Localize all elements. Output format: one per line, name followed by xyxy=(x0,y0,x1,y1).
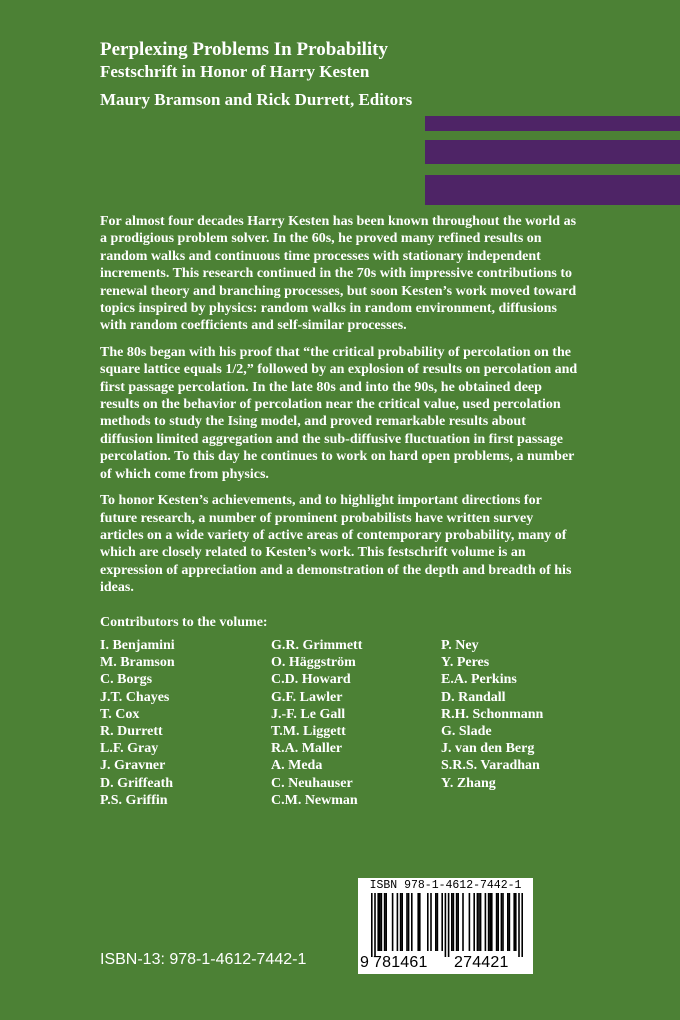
barcode-bar xyxy=(509,893,511,951)
barcode-bar xyxy=(417,893,419,951)
book-subtitle: Festschrift in Honor of Harry Kesten xyxy=(100,62,370,81)
barcode-bar xyxy=(400,893,402,951)
contributor-name: M. Bramson xyxy=(100,655,175,671)
contributors-column-3 xyxy=(441,637,543,792)
barcode-bar xyxy=(478,893,480,951)
barcode-bar xyxy=(501,893,503,951)
barcode xyxy=(358,878,533,974)
barcode-bar xyxy=(521,893,523,957)
book-editors: Maury Bramson and Rick Durrett, Editors xyxy=(100,90,413,109)
contributor-name: C.D. Howard xyxy=(271,672,351,688)
contributor-name: D. Griffeath xyxy=(100,775,174,791)
barcode-bar xyxy=(513,893,515,951)
isbn-13-label: ISBN-13: 978-1-4612-7442-1 xyxy=(100,951,307,968)
contributor-name: J.-F. Le Gall xyxy=(271,706,346,722)
contributor-name: P.S. Griffin xyxy=(100,792,168,808)
barcode-bar xyxy=(430,893,432,951)
barcode-bar xyxy=(384,893,386,951)
contributor-name: J.T. Chayes xyxy=(100,689,170,705)
description-paragraph-3: To honor Kesten’s achievements, and to highlight important directions for future research, a number of prominent probabilists have written survey articles on a wide variety of active areas of contemporary probability, many of which are closely related to Kesten’s work. This festschrift volume is an expression of appreciation and a demonstration of the depth and breadth of his ideas. xyxy=(100,493,572,596)
barcode-bar xyxy=(507,893,509,951)
decorative-stripe-3 xyxy=(425,175,680,205)
barcode-right-group: 274421 xyxy=(454,954,509,971)
contributor-name: Y. Peres xyxy=(441,655,490,671)
barcode-bar xyxy=(496,893,498,951)
barcode-bar xyxy=(451,893,453,951)
barcode-bar xyxy=(462,893,464,951)
barcode-bar xyxy=(419,893,421,951)
barcode-bar xyxy=(381,893,383,951)
barcode-bar xyxy=(488,893,490,951)
contributor-name: R.H. Schonmann xyxy=(441,706,544,722)
barcode-bar xyxy=(473,893,475,951)
description xyxy=(100,213,580,606)
contributor-name: C.M. Newman xyxy=(271,792,358,808)
decorative-stripe-1 xyxy=(425,116,680,131)
contributor-name: J. Gravner xyxy=(100,758,166,774)
barcode-bar xyxy=(469,893,471,951)
contributor-name: J. van den Berg xyxy=(441,741,535,757)
barcode-bar xyxy=(379,893,381,951)
barcode-bar xyxy=(456,893,458,951)
contributor-name: I. Benjamini xyxy=(100,638,175,653)
contributor-name: S.R.S. Varadhan xyxy=(441,758,540,774)
barcode-bar xyxy=(406,893,408,951)
contributors-column-2 xyxy=(271,637,362,809)
barcode-bar xyxy=(445,893,447,957)
barcode-bar xyxy=(453,893,455,951)
contributor-name: R.A. Maller xyxy=(271,741,343,757)
barcode-bar xyxy=(448,893,450,957)
barcode-bar xyxy=(502,893,504,951)
contributor-name: Y. Zhang xyxy=(441,775,496,791)
barcode-isbn-text: ISBN 978-1-4612-7442-1 xyxy=(369,879,522,892)
barcode-bar xyxy=(385,893,387,951)
barcode-bar xyxy=(377,893,379,951)
barcode-bar xyxy=(457,893,459,951)
contributor-name: A. Meda xyxy=(271,758,323,774)
barcode-bar xyxy=(497,893,499,951)
barcode-bar xyxy=(435,893,437,951)
contributor-name: E.A. Perkins xyxy=(441,672,517,688)
contributor-name: D. Randall xyxy=(441,689,506,705)
contributor-name: C. Borgs xyxy=(100,672,153,688)
barcode-bar xyxy=(489,893,491,951)
barcode-bar xyxy=(477,893,479,951)
barcode-bar xyxy=(437,893,439,951)
barcode-bar xyxy=(491,893,493,951)
contributors-heading: Contributors to the volume: xyxy=(100,615,268,630)
decorative-stripe-2 xyxy=(425,140,680,164)
contributor-name: G.F. Lawler xyxy=(271,689,343,705)
barcode-bar xyxy=(374,893,376,957)
barcode-bar xyxy=(397,893,399,951)
description-paragraph-2: The 80s began with his proof that “the critical probability of percolation on the square lattice equals 1/2,” followed by an explosion of results on percolation and first passage percolation. In the late 80s and into the 90s, he obtained deep results on the behavior of percolation near the critical value, used percolation methods to study the Ising model, and proved remarkable results about diffusion limited aggregation and the sub-diffusive fluctuation in first passage percolation. To this day he continues to work on hard open problems, a number of which come from physics. xyxy=(100,344,578,482)
contributor-name: T.M. Liggett xyxy=(271,724,346,740)
barcode-bar xyxy=(485,893,487,951)
contributors-column-1 xyxy=(100,637,175,809)
description-paragraph-1: For almost four decades Harry Kesten has been known throughout the world as a prodigious problem solver. In the 60s, he proved many refined results on random walks and continuous time processes with stationary independent increments. This research continued in the 70s with impressive contributions to renewal theory and branching processes, but soon Kesten’s work moved toward topics inspired by physics: random walks in random environment, diffusions with random coefficients and self-similar processes. xyxy=(100,214,577,334)
barcode-bar xyxy=(401,893,403,951)
contributor-name: O. Häggström xyxy=(271,655,356,671)
title-block xyxy=(100,38,412,111)
contributor-name: L.F. Gray xyxy=(100,741,159,757)
barcode-bar xyxy=(518,893,520,957)
barcode-bar xyxy=(371,893,373,957)
barcode-bar xyxy=(427,893,429,951)
barcode-bar xyxy=(441,893,443,951)
barcode-bar xyxy=(392,893,394,951)
barcode-bar xyxy=(515,893,517,951)
barcode-bar xyxy=(480,893,482,951)
barcode-bars xyxy=(358,893,533,957)
book-title: Perplexing Problems In Probability xyxy=(100,39,388,60)
contributor-name: P. Ney xyxy=(441,638,479,653)
contributor-name: G. Slade xyxy=(441,724,492,740)
barcode-bar xyxy=(411,893,413,951)
contributor-name: C. Neuhauser xyxy=(271,775,353,791)
contributor-name: G.R. Grimmett xyxy=(271,638,363,653)
barcode-left-group: 781461 xyxy=(373,954,428,971)
barcode-first-digit: 9 xyxy=(360,954,370,971)
contributor-name: T. Cox xyxy=(100,706,140,722)
contributor-name: R. Durrett xyxy=(100,724,163,740)
barcode-bar xyxy=(408,893,410,951)
